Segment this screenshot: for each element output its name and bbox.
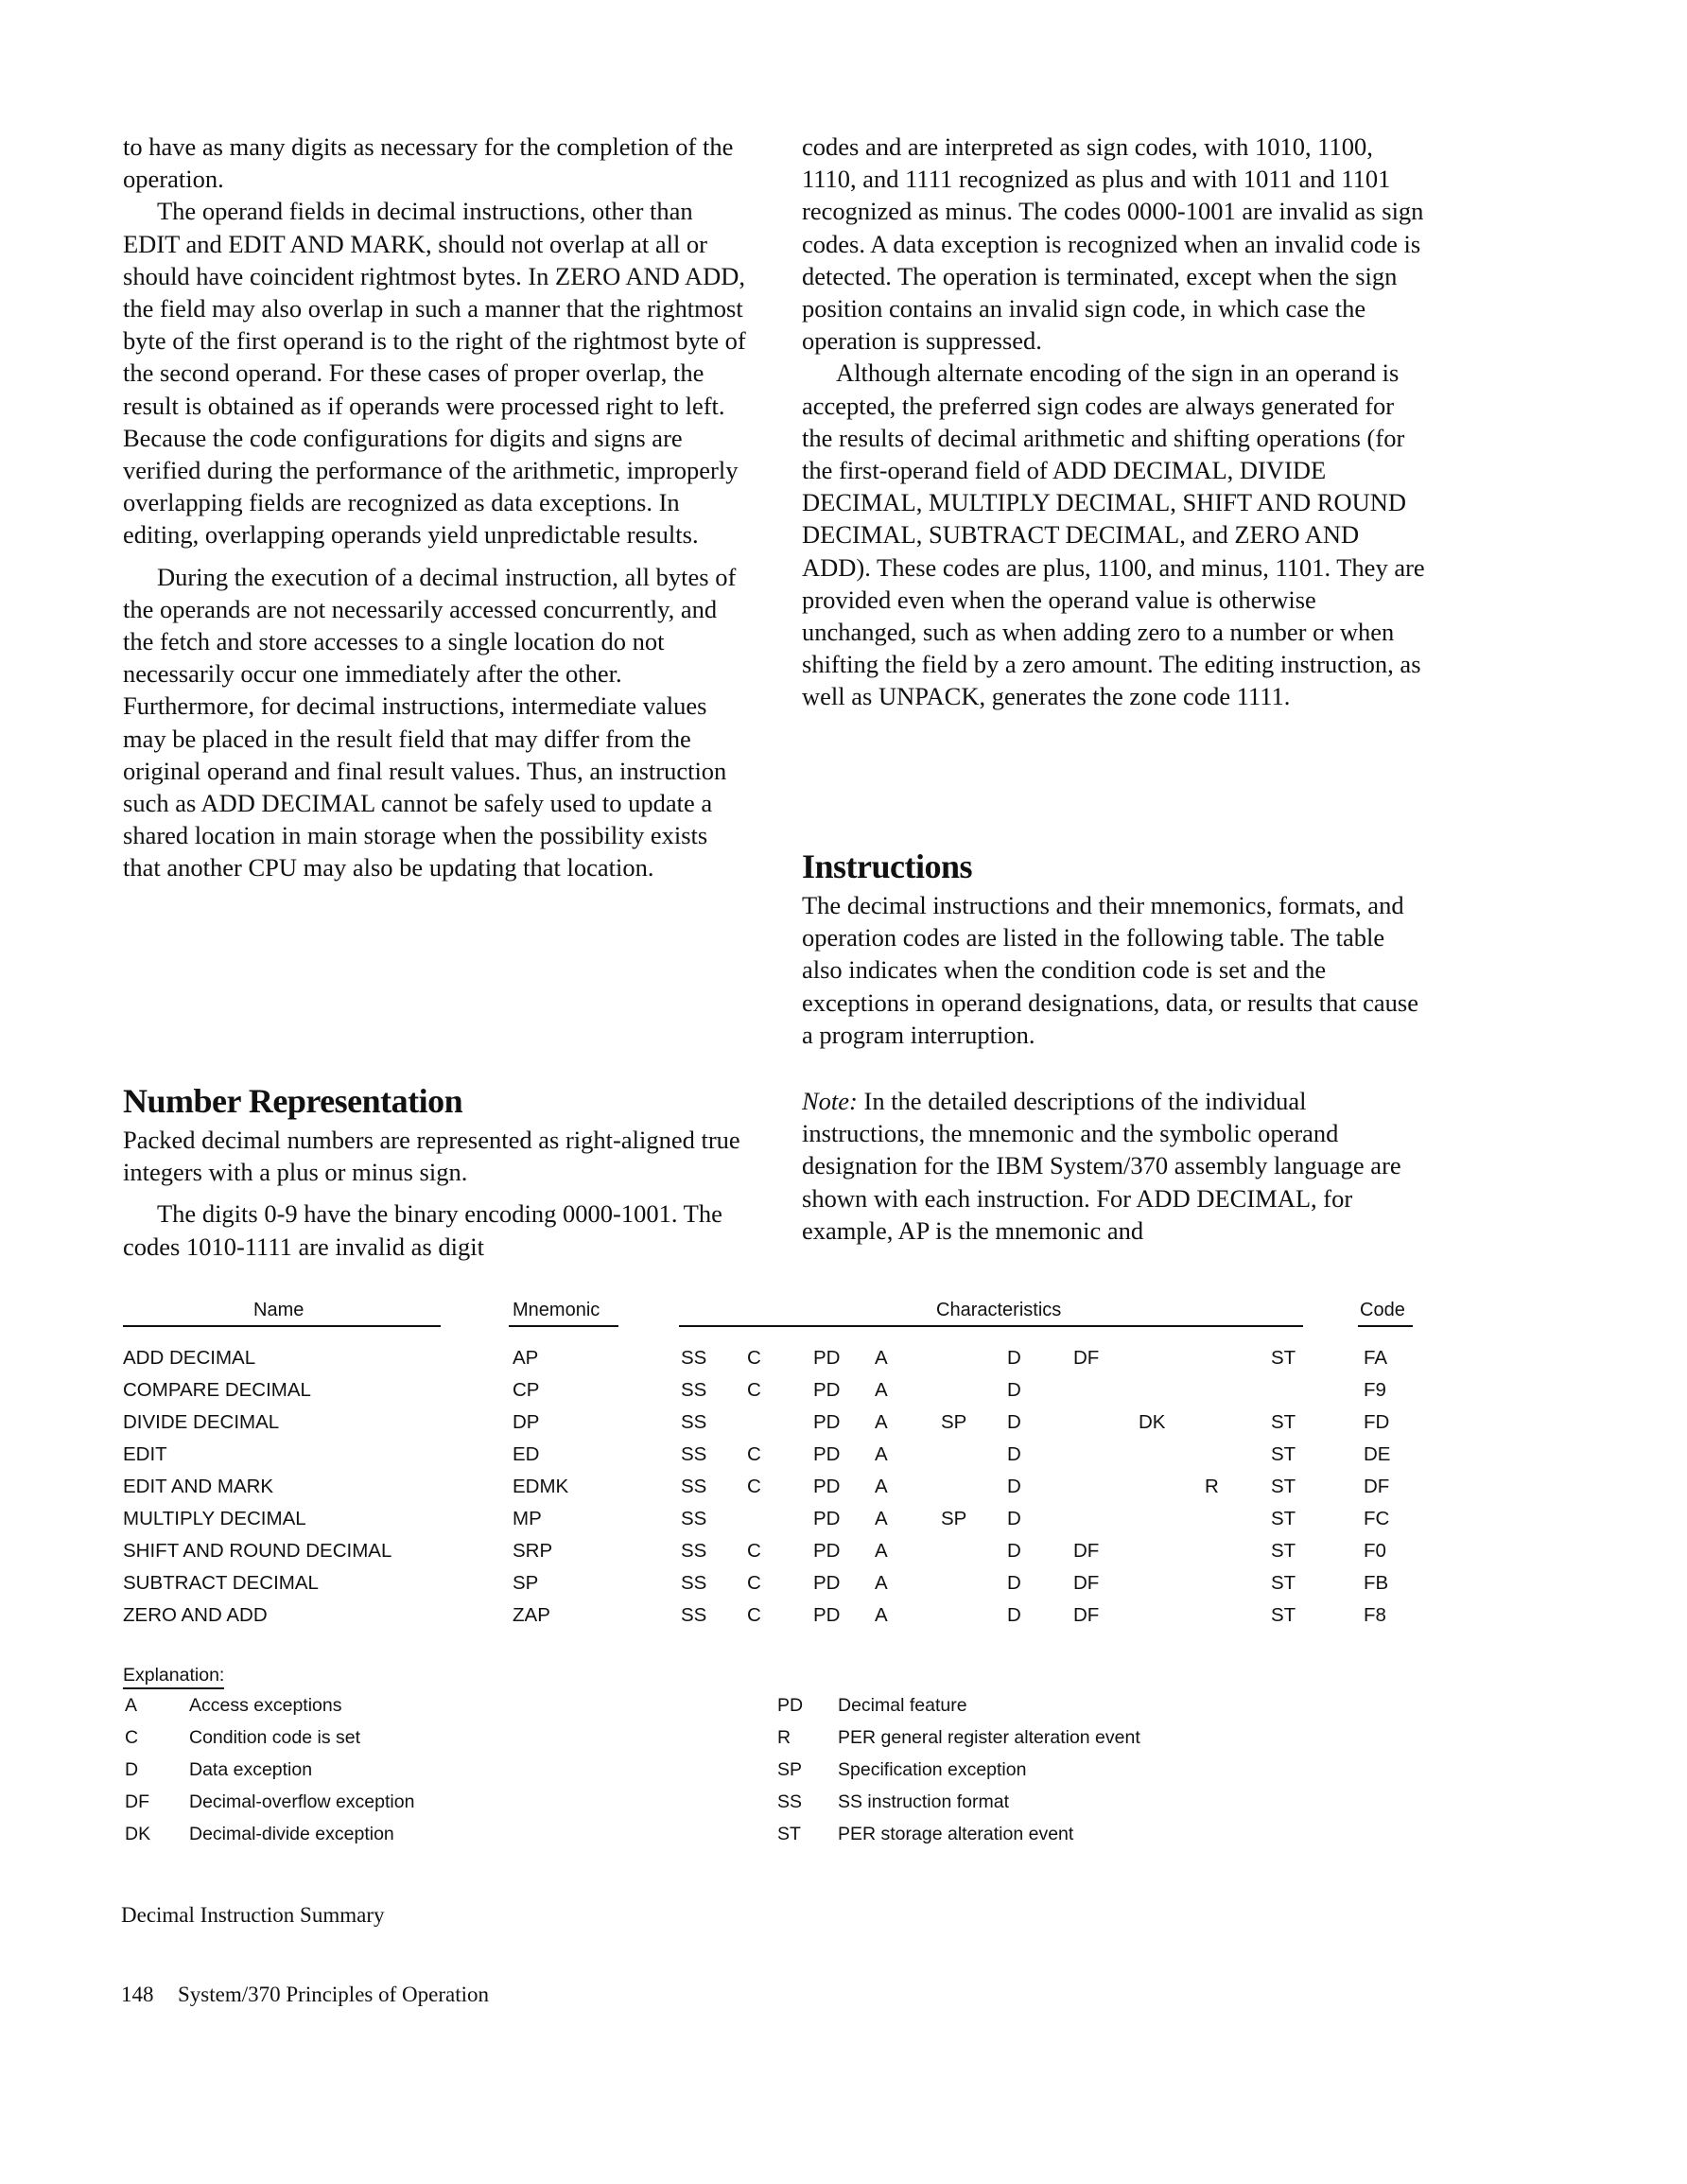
section-heading-number-representation: Number Representation xyxy=(123,1082,463,1120)
explanation-desc: Decimal feature xyxy=(838,1695,967,1716)
explanation-title: Explanation: xyxy=(123,1665,224,1689)
table-cell-fmt: SS xyxy=(681,1379,707,1401)
table-cell-a: A xyxy=(875,1443,888,1465)
table-cell-df: DF xyxy=(1073,1572,1100,1594)
header-characteristics: Characteristics xyxy=(936,1300,1062,1320)
table-cell-pd: PD xyxy=(813,1604,841,1626)
table-cell-code: DF xyxy=(1364,1476,1390,1497)
explanation-desc: SS instruction format xyxy=(838,1791,1009,1812)
table-cell-cc: C xyxy=(747,1476,761,1497)
table-cell-mnemonic: AP xyxy=(513,1347,539,1369)
table-cell-fmt: SS xyxy=(681,1508,707,1529)
table-cell-name: COMPARE DECIMAL xyxy=(123,1379,311,1401)
table-cell-name: ZERO AND ADD xyxy=(123,1604,268,1626)
header-rule xyxy=(1358,1325,1413,1327)
table-cell-d: D xyxy=(1007,1443,1021,1465)
table-cell-d: D xyxy=(1007,1572,1021,1594)
table-cell-code: F0 xyxy=(1364,1540,1386,1562)
page-number: 148 xyxy=(121,1983,154,2006)
right-column-section xyxy=(802,889,1426,1247)
table-cell-pd: PD xyxy=(813,1443,841,1465)
table-cell-mnemonic: CP xyxy=(513,1379,540,1401)
explanation-abbr: R xyxy=(777,1727,791,1748)
table-cell-a: A xyxy=(875,1572,888,1594)
header-rule xyxy=(679,1325,1303,1327)
paragraph: codes and are interpreted as sign codes, with 1010, 1100, 1110, and 1111 recognized as plus and with 1011 and 1101 recognized as minus. The codes 0000-1001 are invalid as sign codes. A data exception is recognized when an invalid code is detected. The operation is terminated, except when the sign position contains an invalid sign code, in which case the operation is suppressed. xyxy=(802,132,1424,356)
table-cell-sp: SP xyxy=(941,1508,967,1529)
table-cell-st: ST xyxy=(1271,1411,1296,1433)
explanation-abbr: SP xyxy=(777,1759,803,1780)
table-cell-name: DIVIDE DECIMAL xyxy=(123,1411,280,1433)
table-cell-pd: PD xyxy=(813,1508,841,1529)
table-cell-fmt: SS xyxy=(681,1604,707,1626)
explanation-desc: Decimal-overflow exception xyxy=(189,1791,415,1812)
table-cell-fmt: SS xyxy=(681,1411,707,1433)
table-cell-code: F9 xyxy=(1364,1379,1386,1401)
paragraph: The decimal instructions and their mnemonics, formats, and operation codes are listed in the following table. The table also indicates when the condition code is set and the exceptions in operand designations, data, or results that cause a program interruption. xyxy=(802,891,1419,1049)
table-cell-a: A xyxy=(875,1379,888,1401)
table-cell-st: ST xyxy=(1271,1347,1296,1369)
table-cell-mnemonic: EDMK xyxy=(513,1476,569,1497)
paragraph: Packed decimal numbers are represented as right-aligned true integers with a plus or minus sign. xyxy=(123,1126,740,1187)
note-label: Note: xyxy=(802,1087,858,1116)
note-text: In the detailed descriptions of the individual instructions, the mnemonic and the symbolic operand designation for the IBM System/370 assembly language are shown with each instruction. For ADD DECIMAL, for example, AP is the mnemonic and xyxy=(802,1087,1401,1245)
table-cell-name: SHIFT AND ROUND DECIMAL xyxy=(123,1540,392,1562)
table-cell-mnemonic: SRP xyxy=(513,1540,553,1562)
explanation-abbr: SS xyxy=(777,1791,803,1812)
table-cell-d: D xyxy=(1007,1347,1021,1369)
explanation-abbr: PD xyxy=(777,1695,804,1716)
explanation-desc: Decimal-divide exception xyxy=(189,1824,394,1844)
table-caption: Decimal Instruction Summary xyxy=(121,1903,385,1927)
table-cell-a: A xyxy=(875,1411,888,1433)
table-cell-st: ST xyxy=(1271,1540,1296,1562)
explanation-desc: Condition code is set xyxy=(189,1727,361,1748)
table-cell-df: DF xyxy=(1073,1540,1100,1562)
table-cell-df: DF xyxy=(1073,1347,1100,1369)
explanation-abbr: A xyxy=(125,1695,138,1716)
table-cell-fmt: SS xyxy=(681,1572,707,1594)
table-cell-code: FD xyxy=(1364,1411,1390,1433)
explanation-abbr: DK xyxy=(125,1824,151,1844)
table-cell-d: D xyxy=(1007,1411,1021,1433)
table-cell-a: A xyxy=(875,1476,888,1497)
table-cell-d: D xyxy=(1007,1508,1021,1529)
header-rule xyxy=(509,1325,618,1327)
table-cell-code: FA xyxy=(1364,1347,1388,1369)
left-column xyxy=(123,131,747,884)
left-column-section xyxy=(123,1124,747,1263)
table-cell-code: FC xyxy=(1364,1508,1390,1529)
table-cell-name: ADD DECIMAL xyxy=(123,1347,256,1369)
right-column xyxy=(802,131,1426,713)
table-cell-mnemonic: DP xyxy=(513,1411,540,1433)
table-cell-fmt: SS xyxy=(681,1443,707,1465)
table-cell-mnemonic: ZAP xyxy=(513,1604,550,1626)
table-cell-st: ST xyxy=(1271,1508,1296,1529)
table-cell-st: ST xyxy=(1271,1476,1296,1497)
table-cell-d: D xyxy=(1007,1540,1021,1562)
paragraph: During the execution of a decimal instruction, all bytes of the operands are not necessarily accessed concurrently, and the fetch and store accesses to a single location do not necessarily occur one immediately after the other. Furthermore, for decimal instructions, intermediate values may be placed in the result field that may differ from the original operand and final result values. Thus, an instruction such as ADD DECIMAL cannot be safely used to update a shared location in main storage when the possibility exists that another CPU may also be updating that location. xyxy=(123,562,737,882)
header-name: Name xyxy=(253,1300,304,1320)
explanation-desc: PER storage alteration event xyxy=(838,1824,1074,1844)
table-cell-mnemonic: ED xyxy=(513,1443,540,1465)
explanation-desc: Access exceptions xyxy=(189,1695,342,1716)
table-cell-fmt: SS xyxy=(681,1476,707,1497)
table-cell-d: D xyxy=(1007,1476,1021,1497)
note-paragraph xyxy=(802,1085,1426,1247)
table-cell-mnemonic: MP xyxy=(513,1508,542,1529)
paragraph: to have as many digits as necessary for the completion of the operation. xyxy=(123,132,734,194)
table-cell-df: DF xyxy=(1073,1604,1100,1626)
table-cell-a: A xyxy=(875,1508,888,1529)
table-cell-st: ST xyxy=(1271,1443,1296,1465)
table-cell-pd: PD xyxy=(813,1572,841,1594)
table-cell-code: DE xyxy=(1364,1443,1391,1465)
header-code: Code xyxy=(1360,1300,1405,1320)
explanation-abbr: ST xyxy=(777,1824,801,1844)
table-cell-d: D xyxy=(1007,1379,1021,1401)
table-cell-cc: C xyxy=(747,1347,761,1369)
table-cell-a: A xyxy=(875,1540,888,1562)
table-cell-name: MULTIPLY DECIMAL xyxy=(123,1508,306,1529)
paragraph: The operand fields in decimal instructions, other than EDIT and EDIT AND MARK, should not overlap at all or should have coincident rightmost bytes. In ZERO AND ADD, the field may also overlap in such a manner that the rightmost byte of the first operand is to the right of the rightmost byte of the second operand. For these cases of proper overlap, the result is obtained as if operands were processed right to left. Because the code configurations for digits and signs are verified during the performance of the arithmetic, improperly overlapping fields are recognized as data exceptions. In editing, overlapping operands yield unpredictable results. xyxy=(123,197,746,550)
section-heading-instructions: Instructions xyxy=(802,847,973,885)
table-cell-cc: C xyxy=(747,1379,761,1401)
explanation-abbr: C xyxy=(125,1727,139,1748)
table-cell-code: F8 xyxy=(1364,1604,1386,1626)
footer-title: System/370 Principles of Operation xyxy=(178,1983,489,2006)
table-cell-cc: C xyxy=(747,1540,761,1562)
table-cell-cc: C xyxy=(747,1443,761,1465)
table-cell-pd: PD xyxy=(813,1476,841,1497)
table-cell-name: EDIT xyxy=(123,1443,167,1465)
explanation-desc: PER general register alteration event xyxy=(838,1727,1140,1748)
table-cell-cc: C xyxy=(747,1604,761,1626)
table-cell-fmt: SS xyxy=(681,1540,707,1562)
table-cell-pd: PD xyxy=(813,1411,841,1433)
table-cell-dk: DK xyxy=(1139,1411,1166,1433)
paragraph: The digits 0-9 have the binary encoding 0000-1001. The codes 1010-1111 are invalid as digit xyxy=(123,1199,722,1261)
explanation-abbr: DF xyxy=(125,1791,149,1812)
table-cell-a: A xyxy=(875,1604,888,1626)
table-cell-name: EDIT AND MARK xyxy=(123,1476,274,1497)
table-cell-r: R xyxy=(1205,1476,1219,1497)
table-cell-a: A xyxy=(875,1347,888,1369)
table-cell-name: SUBTRACT DECIMAL xyxy=(123,1572,319,1594)
table-cell-sp: SP xyxy=(941,1411,967,1433)
table-cell-pd: PD xyxy=(813,1379,841,1401)
table-cell-mnemonic: SP xyxy=(513,1572,539,1594)
explanation-desc: Specification exception xyxy=(838,1759,1027,1780)
table-cell-st: ST xyxy=(1271,1604,1296,1626)
table-cell-fmt: SS xyxy=(681,1347,707,1369)
header-rule xyxy=(123,1325,441,1327)
explanation-abbr: D xyxy=(125,1759,139,1780)
table-cell-st: ST xyxy=(1271,1572,1296,1594)
table-cell-pd: PD xyxy=(813,1347,841,1369)
table-cell-code: FB xyxy=(1364,1572,1389,1594)
table-cell-cc: C xyxy=(747,1572,761,1594)
table-cell-pd: PD xyxy=(813,1540,841,1562)
table-cell-d: D xyxy=(1007,1604,1021,1626)
header-mnemonic: Mnemonic xyxy=(513,1300,600,1320)
explanation-desc: Data exception xyxy=(189,1759,313,1780)
paragraph: Although alternate encoding of the sign in an operand is accepted, the preferred sign codes are always generated for the results of decimal arithmetic and shifting operations (for the first-operand field of ADD DECIMAL, DIVIDE DECIMAL, MULTIPLY DECIMAL, SHIFT AND ROUND DECIMAL, SUBTRACT DECIMAL, and ZERO AND ADD). These codes are plus, 1100, and minus, 1101. They are provided even when the operand value is otherwise unchanged, such as when adding zero to a number or when shifting the field by a zero amount. The editing instruction, as well as UNPACK, generates the zone code 1111. xyxy=(802,358,1425,711)
